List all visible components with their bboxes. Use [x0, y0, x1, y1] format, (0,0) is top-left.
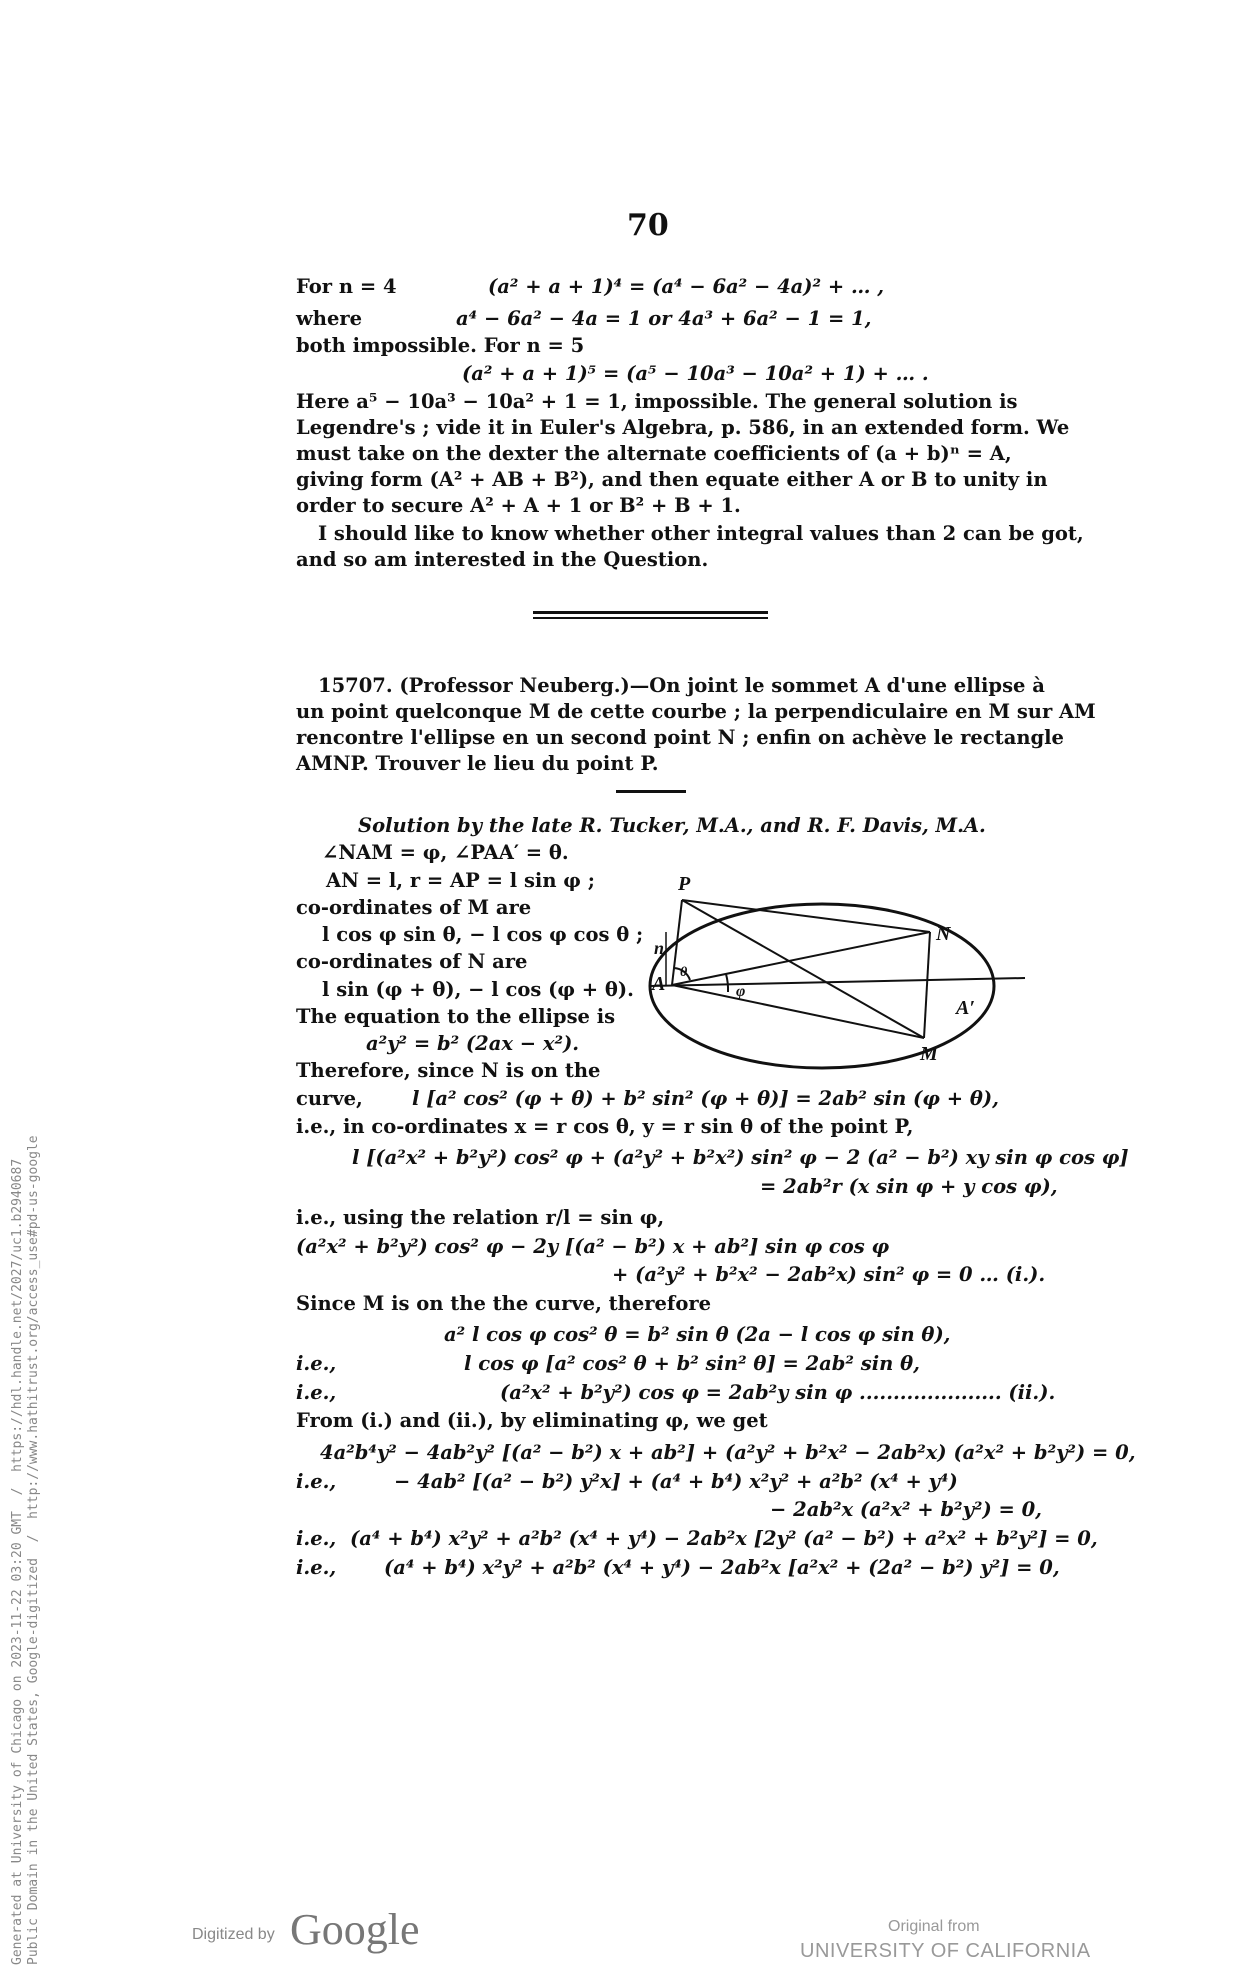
solution-line: a²y² = b² (2ax − x²). [366, 1032, 580, 1055]
text-line: and so am interested in the Question. [296, 548, 709, 571]
page-number: 70 [627, 208, 669, 243]
hathitrust-margin-note [10, 1135, 42, 1965]
solution-equation: l [a² cos² (φ + θ) + b² sin² (φ + θ)] = 2ab² sin (φ + θ), [412, 1087, 999, 1110]
question-line: 15707. (Professor Neuberg.)—On joint le sommet A d'une ellipse à [318, 674, 1045, 697]
text-line: both impossible. For n = 5 [296, 334, 585, 357]
solution-line: ∠NAM = φ, ∠PAA′ = θ. [322, 841, 569, 864]
equation: a⁴ − 6a² − 4a = 1 or 4a³ + 6a² − 1 = 1, [456, 307, 872, 330]
question-line: un point quelconque M de cette courbe ; la perpendiculaire en M sur AM [296, 700, 1096, 723]
original-from-label: Original from [888, 1918, 980, 1935]
solution-equation: (a²x² + b²y²) cos φ = 2ab²y sin φ ..................... (ii.). [500, 1381, 1056, 1404]
solution-label: i.e., [296, 1470, 337, 1493]
text-line: order to secure A² + A + 1 or B² + B + 1. [296, 494, 741, 517]
solution-equation: l cos φ [a² cos² θ + b² sin² θ] = 2ab² sin θ, [464, 1352, 920, 1375]
angle-phi-arc [726, 974, 728, 992]
equation: (a² + a + 1)⁵ = (a⁵ − 10a³ − 10a² + 1) + … . [462, 362, 929, 385]
equation: (a² + a + 1)⁴ = (a⁴ − 6a² − 4a)² + … , [488, 275, 885, 298]
digitized-by-label: Digitized by [192, 1926, 275, 1943]
solution-equation: (a⁴ + b⁴) x²y² + a²b² (x⁴ + y⁴) − 2ab²x [2y² (a² − b²) + a²x² + b²y²] = 0, [350, 1527, 1098, 1550]
solution-line: l sin (φ + θ), − l cos (φ + θ). [322, 978, 634, 1001]
solution-equation: l [(a²x² + b²y²) cos² φ + (a²y² + b²x²) sin² φ − 2 (a² − b²) xy sin φ cos φ] [352, 1146, 1129, 1169]
label-A: A [652, 973, 666, 995]
solution-line: The equation to the ellipse is [296, 1005, 616, 1028]
solution-line: Since M is on the the curve, therefore [296, 1292, 712, 1315]
solution-label: i.e., [296, 1556, 337, 1579]
text-line: where [296, 307, 363, 330]
university-label: UNIVERSITY OF CALIFORNIA [800, 1940, 1091, 1962]
question-line: AMNP. Trouver le lieu du point P. [296, 752, 659, 775]
double-rule-bottom [533, 617, 768, 619]
solution-equation: (a⁴ + b⁴) x²y² + a²b² (x⁴ + y⁴) − 2ab²x [a²x² + (2a² − b²) y²] = 0, [384, 1556, 1060, 1579]
solution-equation: (a²x² + b²y²) cos² φ − 2y [(a² − b²) x + ab²] sin φ cos φ [296, 1235, 890, 1258]
segment-AM [672, 985, 924, 1038]
segment-NM [924, 932, 930, 1038]
margin-note-text: Generated at University of Chicago on 2023-11-22 03:20 GMT / https://hdl.handle.net/2027/uc1.b2940687 Public Domain in the United States, Google-digitized / http://www.hathitrust.org/access_use#pd-us-google [10, 1135, 41, 1965]
solution-line: l cos φ sin θ, − l cos φ cos θ ; [322, 923, 644, 946]
google-logo: Google [290, 1905, 420, 1954]
text-line: Here a⁵ − 10a³ − 10a² + 1 = 1, impossible. The general solution is [296, 390, 1018, 413]
label-n: n [654, 938, 665, 958]
solution-equation: + (a²y² + b²x² − 2ab²x) sin² φ = 0 … (i.). [612, 1263, 1046, 1286]
solution-line: Therefore, since N is on the [296, 1059, 601, 1082]
solution-label: i.e., [296, 1527, 337, 1550]
text-line: giving form (A² + AB + B²), and then equate either A or B to unity in [296, 468, 1048, 491]
solution-equation: 4a²b⁴y² − 4ab²y² [(a² − b²) x + ab²] + (a²y² + b²x² − 2ab²x) (a²x² + b²y²) = 0, [320, 1441, 1136, 1464]
text-line: For n = 4 [296, 275, 397, 298]
solution-equation: = 2ab²r (x sin φ + y cos φ), [760, 1175, 1058, 1198]
label-A-prime: A′ [956, 997, 975, 1019]
solution-label: i.e., [296, 1381, 337, 1404]
short-rule [616, 790, 686, 793]
solution-equation: − 2ab²x (a²x² + b²y²) = 0, [770, 1498, 1042, 1521]
solution-label: i.e., [296, 1352, 337, 1375]
segment-AN [672, 932, 930, 985]
solution-heading: Solution by the late R. Tucker, M.A., and R. F. Davis, M.A. [358, 814, 986, 837]
segment-PM [682, 900, 924, 1038]
label-theta: θ [680, 965, 688, 980]
text-line: must take on the dexter the alternate coefficients of (a + b)ⁿ = A, [296, 442, 1012, 465]
solution-line: co-ordinates of N are [296, 950, 528, 973]
solution-equation: a² l cos φ cos² θ = b² sin θ (2a − l cos φ sin θ), [444, 1323, 951, 1346]
ellipse-figure [640, 868, 1030, 1088]
question-line: rencontre l'ellipse en un second point N ; enfin on achève le rectangle [296, 726, 1064, 749]
solution-line: co-ordinates of M are [296, 896, 532, 919]
label-P: P [678, 873, 691, 895]
solution-line: AN = l, r = AP = l sin φ ; [326, 869, 595, 892]
solution-line: From (i.) and (ii.), by eliminating φ, we get [296, 1409, 768, 1432]
label-phi: φ [736, 983, 746, 1000]
label-M: M [920, 1043, 938, 1065]
text-line: Legendre's ; vide it in Euler's Algebra, p. 586, in an extended form. We [296, 416, 1070, 439]
solution-line: i.e., using the relation r/l = sin φ, [296, 1206, 665, 1229]
solution-equation: − 4ab² [(a² − b²) y²x] + (a⁴ + b⁴) x²y² + a²b² (x⁴ + y⁴) [394, 1470, 958, 1493]
major-axis [650, 978, 1025, 986]
solution-line: i.e., in co-ordinates x = r cos θ, y = r sin θ of the point P, [296, 1115, 914, 1138]
solution-line: curve, [296, 1087, 363, 1110]
text-line: I should like to know whether other integral values than 2 can be got, [318, 522, 1084, 545]
label-N: N [936, 923, 951, 945]
double-rule-top [533, 611, 768, 614]
